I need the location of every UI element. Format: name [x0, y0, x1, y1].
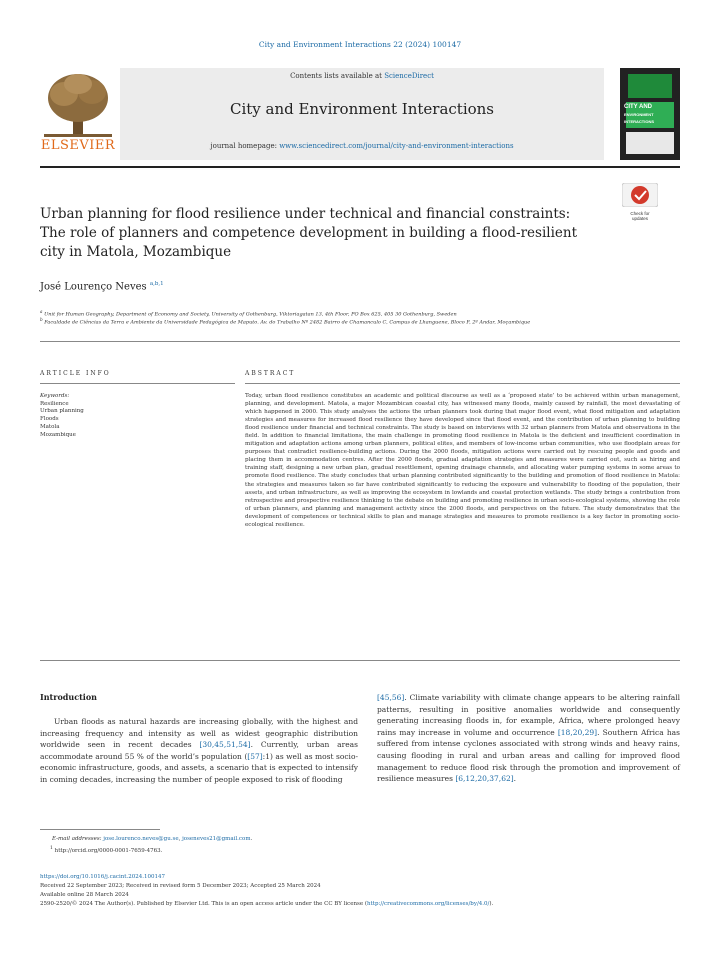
- journal-masthead: [120, 68, 604, 160]
- publisher-name: ELSEVIER: [40, 138, 116, 153]
- abstract-bottom-rule: [40, 660, 680, 661]
- email-footnote: E-mail addresses: jose.lourenco.neves@gu.se, joseneves21@gmail.com.: [52, 836, 253, 842]
- available-online: Available online 28 March 2024: [40, 892, 129, 898]
- body-text: . Southern Africa has suffered from intense cyclones associated with strong winds and heavy rains, causing flooding in rural and urban areas and calling for improved flood management to reduce flood risk through the promotion and improvement of resilience measures: [377, 727, 680, 784]
- homepage-line: journal homepage: www.sciencedirect.com/journal/city-and-environment-interactions: [210, 142, 514, 150]
- keyword-item: Floods: [40, 416, 59, 423]
- article-info-rule: [40, 383, 235, 384]
- affiliation-b: $^b$ Faculdade de Ciências da Terra e Ambiente da Universidade Pedagógica de Maputo. Av. do Trabalho Nº 2482 Bairro de Chamanculo C, Campus de Lhanguene, Bloco F, 2º Andar, Moçambique: [40, 317, 531, 326]
- masthead-divider: [40, 166, 680, 168]
- author-line: [40, 281, 164, 292]
- publication-metadata: [40, 873, 680, 909]
- affiliation-a: $^a$ Unit for Human Geography, Department of Economy and Society, University of Gothenburg, Viktoriagatan 13, 4th Floor, PO Box 625, 405 30 Gothenburg, Sweden: [40, 309, 457, 318]
- article-info-heading: ARTICLE INFO: [40, 370, 111, 377]
- keyword-item: Resilience: [40, 400, 69, 407]
- license-line: 2590-2520/© 2024 The Author(s). Published by Elsevier Ltd. This is an open access article under the CC BY license (http://creativecommons.org/licenses/by/4.0/).: [40, 901, 494, 907]
- keyword-item: Mozambique: [40, 431, 76, 438]
- body-text: .: [513, 774, 517, 784]
- citation-link[interactable]: [18,20,29]: [557, 727, 598, 737]
- elsevier-logo[interactable]: [40, 68, 116, 160]
- citation-link[interactable]: [45,56]: [377, 693, 405, 702]
- journal-cover[interactable]: CITY AND ENVIRONMENT INTERACTIONS: [620, 68, 680, 160]
- license-link[interactable]: http://creativecommons.org/licenses/by/4.0/: [366, 901, 490, 907]
- keyword-item: Urban planning: [40, 408, 84, 415]
- journal-title: City and Environment Interactions: [229, 100, 495, 118]
- email-link-1[interactable]: jose.lourenco.neves@gu.se: [103, 836, 179, 842]
- cover-bottom-band: [626, 132, 674, 154]
- body-text: :1) as well as most socio-economic infrastructure, goods, and assets, a scenario that is expected to intensify in coming decades, increasing the number of people exposed to risk of flooding: [40, 751, 358, 784]
- received-dates: Received 22 September 2023; Received in revised form 5 December 2023; Accepted 25 March 2024: [40, 883, 321, 889]
- doi-link[interactable]: https://doi.org/10.1016/j.cacint.2024.100147: [40, 874, 166, 880]
- email-link-2[interactable]: joseneves21@gmail.com: [182, 836, 251, 842]
- body-text: Urban floods as natural hazards are increasing globally, with the highest and increasing frequency and intensity as well as widest geographic distribution worldwide seen in recent decades: [40, 717, 358, 750]
- introduction-heading: Introduction: [40, 692, 97, 702]
- body-text: . Currently, urban areas accommodate around 55 % of the world’s population (: [40, 740, 358, 761]
- citation-link[interactable]: [30,45,51,54]: [199, 740, 251, 750]
- citation-link[interactable]: [57]: [247, 751, 263, 761]
- affiliation-divider: [40, 341, 680, 342]
- footnotes: [40, 834, 252, 856]
- journal-citation[interactable]: City and Environment Interactions 22 (2024) 100147: [258, 40, 462, 49]
- citation-link[interactable]: [6,12,20,37,62]: [455, 774, 514, 784]
- crossmark-icon: [622, 183, 658, 207]
- keywords-label: Keywords:: [40, 393, 70, 399]
- footnote-rule: [40, 829, 160, 830]
- contents-line: Contents lists available at ScienceDirect: [290, 72, 434, 80]
- abstract-text: Today, urban flood resilience constitutes an academic and political discourse as well as a ‘proposed state’ to be achieved within urban management, planning, and development. Matola, a major Mozambican coastal city, has witnessed many floods, mainly caused by rainfall, the most devastating of which happened in 2000. This study analyses the actions the urban planners took during that major flood event, what flood mitigation and adaptation strategies and measures for increased flood resilience they have developed since that flood event, and the contribution of urban planning to building flood resilience under financial and technical constraints. The study is based on interviews with 32 urban planners from Matola and observations in the field. In addition to financial limitations, the main challenge in promoting flood resilience in Matola is the deficient and insufficient coordination in mitigation and adaptation actions among urban planners, political elites, and members of low-income urban communities, who use floodplain areas for purposes that contradict resilience-building actions. During the 2000 floods, mitigation actions were carried out by rescuing people and goods and placing them in accommodation centres. After the 2000 floods, gradual adaptation strategies and measures were carried out, such as hiring and training staff, designing a new urban plan, gradual resettlement, opening drainage channels, and allocating water pumping systems in some areas to promote flood resilience. The study concludes that urban planning contributed significantly to the building and promotion of flood resilience in Matola: the strategies and measures taken so far have contributed significantly to reducing the exposure and vulnerability to flooding of the population, their assets, and urban infrastructure, as well as improving the ecosystem in lowlands and coastal protection wetlands. The study brings a contribution from retrospective and prospective resilience thinking to the debate on building and promoting resilience in urban socio-ecological systems, showing the role of urban planners, and planning and management activity since the 2000 floods, and perspectives on the future. The study demonstrates that the development of competences or technical skills to plan and manage strategies and measures to promote resilience is a key factor in promoting socio-ecological resilience.: [245, 393, 680, 528]
- introduction-right-column: [377, 692, 680, 785]
- cover-graphic: [628, 74, 672, 98]
- abstract-heading: ABSTRACT: [245, 370, 296, 377]
- homepage-link[interactable]: www.sciencedirect.com/journal/city-and-environment-interactions: [279, 142, 514, 150]
- abstract-rule: [245, 383, 680, 384]
- orcid-footnote: $^1$ http://orcid.org/0000-0001-7659-4763.: [50, 846, 163, 854]
- article-title: Urban planning for flood resilience under technical and financial constraints: The role of planners and competence development in building a flood-resilient city in Matola, Mozambique: [40, 206, 578, 260]
- keyword-item: Matola: [40, 423, 60, 430]
- author-name[interactable]: José Lourenço Neves: [40, 281, 147, 293]
- introduction-left-column: [40, 716, 358, 786]
- sciencedirect-link[interactable]: ScienceDirect: [384, 72, 434, 80]
- body-text: . Climate variability with climate change appears to be altering rainfall patterns, resulting in positive anomalies worldwide and consequently generating increasing floods in, for example, Africa, where prolonged heavy rains may increase in volume and occurrence: [377, 693, 680, 737]
- keywords-block: [40, 393, 84, 439]
- orcid-link[interactable]: http://orcid.org/0000-0001-7659-4763.: [54, 847, 163, 854]
- check-for-updates-badge[interactable]: Check for updates: [622, 183, 658, 217]
- author-affiliation-marks[interactable]: a,b,1: [149, 281, 164, 287]
